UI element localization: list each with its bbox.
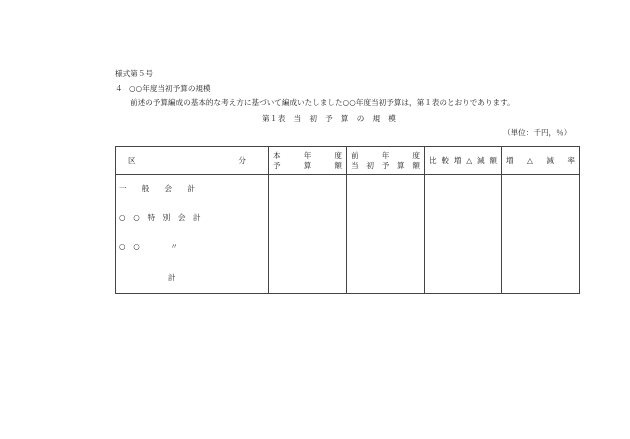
table-body-row <box>116 175 580 294</box>
header-previous-char-5: 初 <box>366 160 374 170</box>
table-title: 第１表 当 初 予 算 の 規 模 <box>262 114 397 123</box>
header-current-char-2: 年 <box>303 150 312 160</box>
header-previous-char-4: 当 <box>351 160 359 170</box>
header-previous-char-3: 度 <box>412 150 420 160</box>
header-previous-char-2: 年 <box>381 150 390 160</box>
header-current-char-6: 額 <box>334 160 342 170</box>
cell-previous-budget[interactable] <box>347 175 425 294</box>
header-classification <box>116 147 269 175</box>
header-change-char-1: 比 <box>429 155 437 165</box>
header-change-char-3: 増 <box>453 155 462 165</box>
cell-change-rate[interactable] <box>502 175 580 294</box>
header-rate-char-3: 減 <box>546 155 554 165</box>
header-previous-char-6: 予 <box>381 160 390 170</box>
section-number: ４ <box>115 84 123 93</box>
header-current-budget <box>269 147 347 175</box>
intro-paragraph: 前述の予算編成の基本的な考え方に基づいて編成いたしました○○年度当初予算は，第１表のとおりであります。 <box>130 98 515 107</box>
header-current-char-5: 算 <box>303 160 312 170</box>
header-previous-char-1: 前 <box>351 150 359 160</box>
row-labels-cell <box>116 175 269 294</box>
header-current-char-3: 度 <box>334 150 342 160</box>
header-change-char-2: 較 <box>441 155 450 165</box>
header-rate-char-4: 率 <box>567 155 575 165</box>
form-number: 様式第５号 <box>115 69 153 78</box>
header-change-amount <box>425 147 502 175</box>
header-change-char-5: 減 <box>476 155 485 165</box>
header-previous-char-8: 額 <box>412 160 420 170</box>
header-current-char-4: 予 <box>273 160 281 170</box>
budget-scale-table <box>115 146 580 294</box>
table-header-row <box>116 147 580 175</box>
header-previous-char-7: 算 <box>397 160 405 170</box>
header-rate-char-2: △ <box>527 155 533 165</box>
header-previous-budget <box>347 147 425 175</box>
row-label-general-account: 一 般 会 計 <box>119 184 195 193</box>
header-rate-char-1: 増 <box>506 155 514 165</box>
header-change-rate <box>502 147 580 175</box>
section-title: ○○年度当初予算の規模 <box>129 84 211 93</box>
header-change-char-6: 額 <box>489 155 497 165</box>
cell-current-budget[interactable] <box>269 175 347 294</box>
row-label-other-account: ○ ○ 〃 <box>119 242 178 251</box>
header-classification-char-1: 区 <box>128 155 136 165</box>
header-current-char-1: 本 <box>273 150 281 160</box>
header-change-char-4: △ <box>466 155 473 165</box>
cell-change-amount[interactable] <box>425 175 502 294</box>
row-label-total: 計 <box>168 273 176 282</box>
header-classification-char-2: 分 <box>238 155 246 165</box>
unit-note: （単位：千円，％） <box>503 128 572 137</box>
row-label-special-account: ○ ○ 特 別 会 計 <box>119 213 201 222</box>
section-heading <box>115 84 211 94</box>
